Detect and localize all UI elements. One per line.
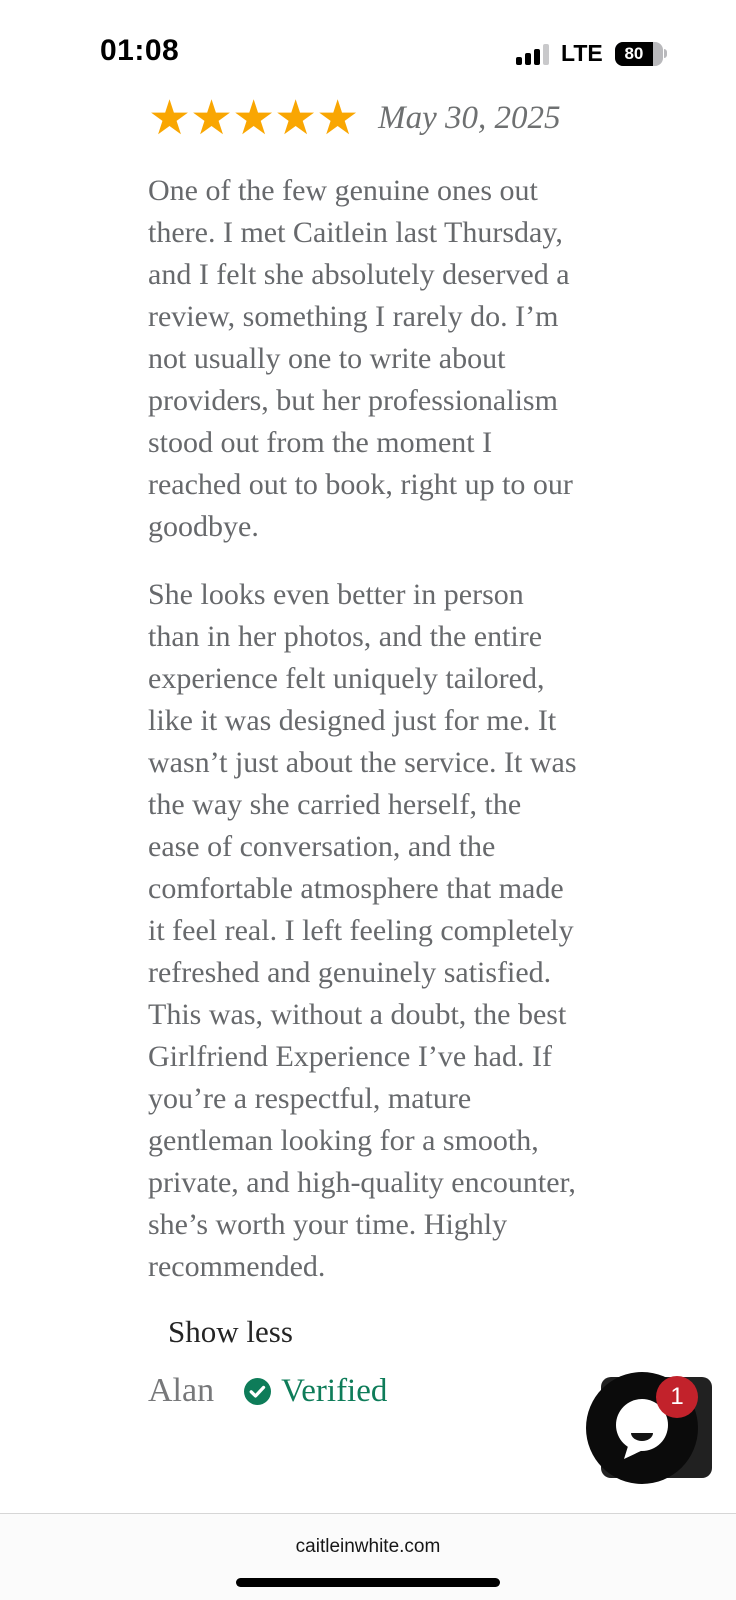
- battery-icon: [615, 42, 667, 66]
- chat-unread-badge: [656, 1376, 698, 1418]
- review-paragraph: She looks even better in person than in her photos, and the entire experience felt uniquely tailored, like it was designed just for me. It wasn’t just about the service. It was the way she carried herself, the ease of conversation, and the comfortable atmosphere that made it feel real. I left feeling completely refreshed and genuinely satisfied. This was, without a doubt, the best Girlfriend Experience I’ve had. If you’re a respectful, mature gentleman looking for a smooth, private, and high-quality encounter, she’s worth your time. Highly recommended.: [148, 578, 577, 1283]
- star-rating: [148, 92, 358, 144]
- review-header: [148, 92, 580, 144]
- verified-badge: [244, 1373, 387, 1410]
- star-icon: ★: [190, 90, 234, 146]
- address-bar[interactable]: caitleinwhite.com: [295, 1536, 441, 1557]
- star-icon: ★: [316, 90, 360, 146]
- show-less-button[interactable]: Show less: [168, 1314, 293, 1349]
- verified-check-icon: [244, 1378, 271, 1405]
- battery-percent-label: 80: [624, 43, 644, 63]
- home-indicator[interactable]: [236, 1578, 500, 1587]
- chat-unread-count: 1: [670, 1383, 684, 1410]
- review-card: [148, 92, 580, 1410]
- status-time: 01:08: [100, 34, 180, 67]
- verified-label: Verified: [281, 1372, 388, 1409]
- star-icon: ★: [274, 90, 318, 146]
- reviewer-row: [148, 1372, 580, 1410]
- review-date: May 30, 2025: [378, 99, 561, 136]
- star-icon: ★: [232, 90, 276, 146]
- star-icon: ★: [148, 90, 192, 146]
- status-bar-right: [516, 40, 667, 67]
- chat-widget-button[interactable]: [585, 1356, 717, 1482]
- signal-strength-icon: [516, 43, 549, 65]
- network-type-label: LTE: [561, 40, 603, 66]
- browser-bottom-bar: [0, 1513, 736, 1600]
- review-body: [148, 170, 580, 1288]
- review-paragraph: One of the few genuine ones out there. I met Caitlein last Thursday, and I felt she absolutely deserved a review, something I rarely do. I’m not usually one to write about providers, but her professionalism stood out from the moment I reached out to book, right up to our goodbye.: [148, 174, 573, 543]
- reviewer-name: Alan: [148, 1372, 215, 1409]
